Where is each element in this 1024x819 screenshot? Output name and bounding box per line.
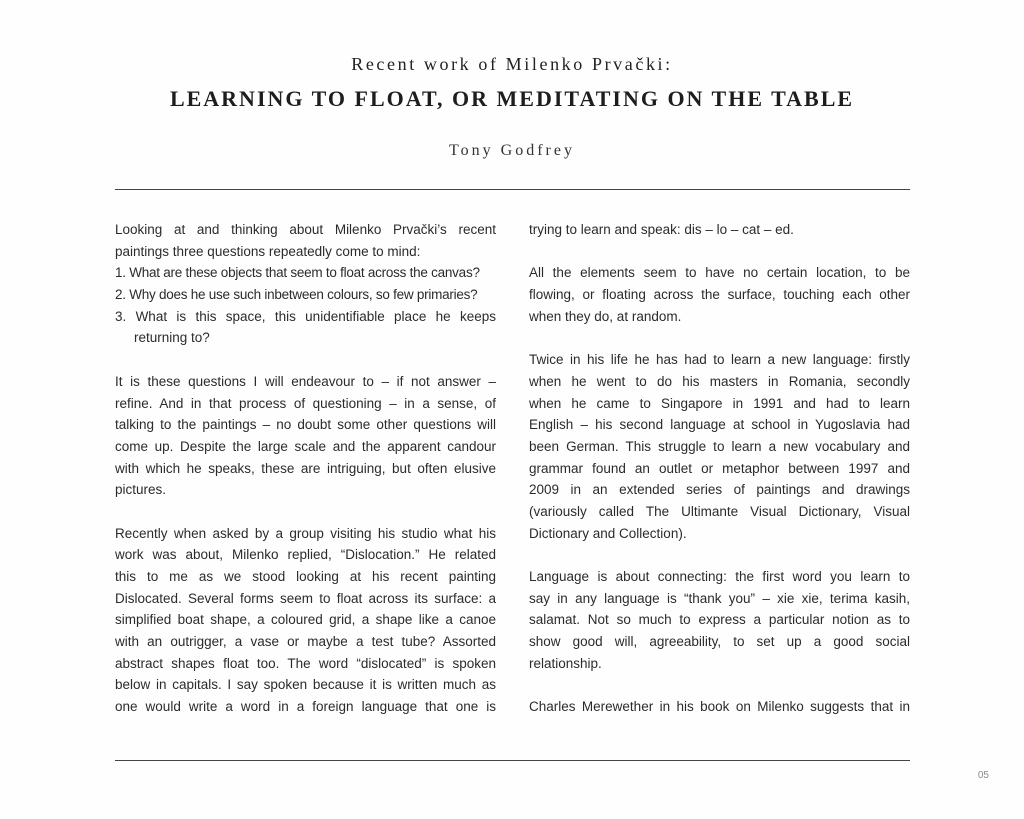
text-line: below in capitals. I say spoken because it is written much as: [115, 677, 496, 693]
text-line: say in any language is “thank you” – xie xie, terima kasih,: [529, 590, 910, 606]
text-line: English – his second language at school in Yugoslavia had: [529, 417, 910, 433]
text-line: Recently when asked by a group visiting his studio what his: [115, 525, 496, 541]
text-line: talking to the paintings – no doubt some other questions will: [115, 417, 496, 433]
text-line: Dislocated. Several forms seem to float across its surface: a: [115, 590, 496, 606]
text-line: trying to learn and speak: dis – lo – cat – ed.: [529, 222, 794, 237]
text-line: when he came to Singapore in 1991 and had to learn: [529, 395, 910, 411]
text-line: 3. What is this space, this unidentifiable place he keeps: [115, 308, 496, 324]
article-supertitle: Recent work of Milenko Prvački:: [351, 54, 673, 74]
text-line: salamat. Not so much to express a particular notion as to: [529, 612, 910, 628]
text-line: Looking at and thinking about Milenko Prvački’s recent: [115, 222, 496, 237]
paragraph-gap: [529, 544, 910, 566]
text-line: paintings three questions repeatedly come to mind:: [115, 243, 421, 259]
text-line: one would write a word in a foreign language that one is: [115, 699, 496, 715]
text-line: 2009 in an extended series of paintings and drawings: [529, 482, 910, 498]
bottom-divider: [115, 760, 910, 761]
text-line: show good will, agreeability, to set up a good social: [529, 634, 910, 650]
text-line: with which he speaks, these are intriguing, but often elusive: [115, 460, 496, 476]
left-text-column: [115, 219, 496, 718]
text-line: Language is about connecting: the first word you learn to: [529, 569, 910, 584]
text-line: when they do, at random.: [529, 308, 682, 324]
article-author: Tony Godfrey: [449, 142, 575, 159]
text-line: Twice in his life he has had to learn a new language: firstly: [529, 352, 910, 368]
paragraph-gap: [529, 674, 910, 696]
text-line: relationship.: [529, 655, 602, 671]
text-line: when he went to do his masters in Romania, secondly: [529, 373, 910, 389]
text-line: work was about, Milenko replied, “Dislocation.” He related: [115, 547, 496, 563]
text-line: this to me as we stood looking at his recent painting: [115, 569, 496, 584]
text-line: been German. This struggle to learn a new vocabulary and: [529, 438, 910, 454]
text-line: simplified boat shape, a coloured grid, a shape like a canoe: [115, 612, 496, 628]
text-line: 1. What are these objects that seem to float across the canvas?: [115, 265, 480, 281]
text-line: Dictionary and Collection).: [529, 525, 687, 541]
right-text-column: [529, 219, 910, 718]
top-divider: [115, 189, 910, 190]
paragraph-gap: [529, 327, 910, 349]
text-line: returning to?: [134, 330, 210, 346]
text-line: grammar found an outlet or metaphor between 1997 and: [529, 460, 910, 476]
text-line: abstract shapes float too. The word “dislocated” is spoken: [115, 655, 496, 671]
text-line: (variously called The Ultimante Visual Dictionary, Visual: [529, 503, 910, 519]
text-line: 2. Why does he use such inbetween colours, so few primaries?: [115, 287, 478, 303]
text-line: with an outrigger, a vase or maybe a test tube? Assorted: [115, 634, 496, 650]
text-line: come up. Despite the large scale and the apparent candour: [115, 438, 496, 454]
text-line: flowing, or floating across the surface, touching each other: [529, 287, 910, 303]
paragraph-gap: [115, 349, 496, 371]
text-line: All the elements seem to have no certain location, to be: [529, 265, 910, 281]
text-line: It is these questions I will endeavour to – if not answer –: [115, 373, 496, 389]
page-number: 05: [977, 770, 989, 781]
article-title: LEARNING TO FLOAT, OR MEDITATING ON THE TABLE: [169, 86, 855, 111]
text-line: refine. And in that process of questioning – in a sense, of: [115, 395, 496, 411]
text-line: Charles Merewether in his book on Milenko suggests that in: [529, 699, 910, 715]
text-line: pictures.: [115, 482, 167, 498]
paragraph-gap: [529, 241, 910, 263]
paragraph-gap: [115, 501, 496, 523]
